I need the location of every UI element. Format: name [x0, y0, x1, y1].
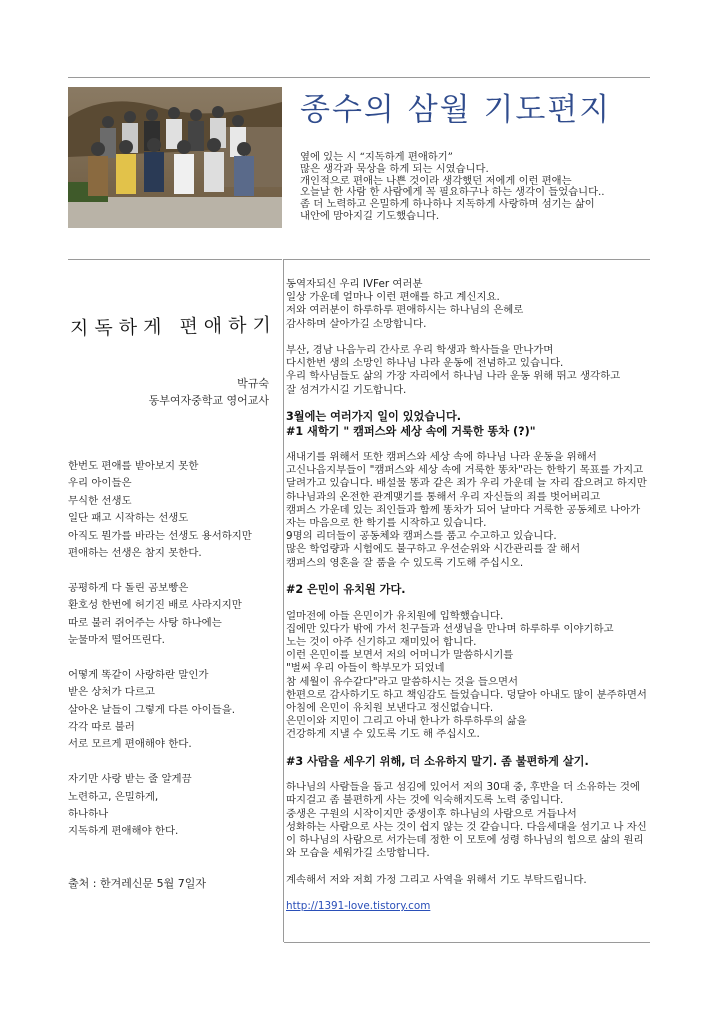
- poem-author: [117, 375, 269, 409]
- poem-stanza: [68, 458, 278, 562]
- letter-line: 집에만 있다가 밖에 가서 친구들과 선생님을 만나며 하루하루 이야기하고: [286, 622, 614, 635]
- letter-line: 은민이와 지민이 그리고 아내 한나가 하루하루의 삶을: [286, 715, 527, 728]
- letter-line: 일상 가운데 얼마나 이런 편애를 하고 계신지요.: [286, 291, 500, 304]
- letter-line: 저와 여러분이 하루하루 편애하시는 하나님의 은혜로: [286, 304, 524, 317]
- letter-line: 고신나음지부들이 "캠퍼스와 세상 속에 거룩한 똥차"라는 한학기 목표를 가지고: [286, 464, 644, 477]
- intro-line: 내안에 맘아지길 기도했습니다.: [300, 209, 440, 222]
- intro-line: 옆에 있는 시 “지독하게 편애하기”: [300, 151, 453, 163]
- letter-body: [286, 278, 656, 913]
- poem-line: 일단 패고 시작하는 선생도: [68, 512, 189, 525]
- poem-line: 환호성 한번에 허기진 배로 사라지지만: [68, 599, 242, 612]
- letter-line: 얼마전에 아들 은민이가 유치원에 입학했습니다.: [286, 609, 504, 622]
- poem-title: 지독하게 편애하기: [69, 314, 278, 340]
- letter-paragraph: [286, 874, 656, 887]
- poem-line: 각각 따로 불러: [68, 721, 135, 734]
- poem-line: 눈물마저 떨어뜨린다.: [68, 634, 165, 647]
- section-heading: [286, 583, 656, 598]
- poem-line: 살아온 날들이 그렇게 다른 아이들을.: [68, 703, 236, 716]
- poem-author-affiliation: 동부여자중학교 영어교사: [148, 394, 269, 407]
- poem-stanza: [68, 580, 278, 650]
- letter-line: 잘 섬겨가시길 기도합니다.: [286, 383, 407, 396]
- poem-line: 우리 아이들은: [68, 477, 132, 490]
- letter-line: 우리 학사님들도 삶의 가장 자리에서 하나님 나라 운동 위해 뛰고 생각하고: [286, 370, 621, 383]
- letter-line: 중생은 구원의 시작이지만 중생이후 하나님의 사람으로 거듭나서: [286, 807, 577, 820]
- letter-line: 캠퍼스 가운데 있는 죄인들과 함께 똥차가 되어 날마다 거룩한 공동체로 나아가: [286, 503, 641, 516]
- intro-line: 개인적으로 편애는 나쁜 것이라 생각했던 저에게 이런 편애는: [300, 174, 572, 187]
- letter-line: 동역자되신 우리 IVFer 여러분: [286, 278, 423, 290]
- letter-line: 건강하게 지낼 수 있도록 기도 해 주십시오.: [286, 728, 480, 741]
- header-divider-left: [68, 259, 282, 260]
- bottom-rule: [284, 942, 650, 943]
- letter-line: 아침에 은민이 유치원 보낸다고 정신없습니다.: [286, 701, 494, 714]
- letter-paragraph: [286, 451, 656, 570]
- letter-line: 와 모습을 세워가길 소망합니다.: [286, 847, 430, 860]
- letter-line: 자는 마음으로 한 학기를 시작하고 있습니다.: [286, 517, 487, 530]
- group-photo: [68, 87, 282, 228]
- letter-paragraph: [286, 781, 656, 860]
- poem-line: 지독하게 편애해야 한다.: [68, 825, 179, 838]
- poem-body: [68, 458, 278, 858]
- poem-line: 무식한 선생도: [68, 494, 132, 507]
- letter-line: 감사하며 살아가길 소망합니다.: [286, 317, 427, 330]
- header-divider-right: [284, 259, 650, 260]
- heading-line: #1 새학기 " 캠퍼스와 세상 속에 거룩한 똥차 (?)": [286, 424, 536, 438]
- letter-paragraph: [286, 344, 656, 397]
- poem-line: 노련하고, 은밀하게,: [68, 790, 159, 803]
- letter-line: 새내기를 위해서 또한 캠퍼스와 세상 속에 하나님 나라 운동을 위해서: [286, 451, 597, 463]
- letter-line: 노는 것이 아주 신기하고 재미있어 합니다.: [286, 635, 477, 648]
- section-heading: [286, 755, 656, 770]
- poem-line: 편애하는 선생은 참지 못한다.: [68, 547, 202, 560]
- letter-line: "벌써 우리 아들이 학부모가 되었네: [286, 662, 445, 675]
- poem-line: 아직도 뭔가를 바라는 선생도 용서하지만: [68, 529, 252, 542]
- letter-line: 달려가고 있습니다. 배설물 똥과 같은 죄가 우리 가운데 늘 자리 잡으려고 하지만: [286, 477, 647, 490]
- poem-line: 한번도 편애를 받아보지 못한: [68, 460, 199, 472]
- heading-line: #3 사람을 세우기 위해, 더 소유하지 말기. 좀 불편하게 살기.: [286, 754, 589, 768]
- poem-line: 따로 불러 쥐어주는 사탕 하나에는: [68, 616, 222, 629]
- intro-line: 오늘날 한 사람 한 사람에게 꼭 필요하구나 하는 생각이 들었습니다..: [300, 186, 605, 199]
- intro-line: 많은 생각과 묵상을 하게 되는 시였습니다.: [300, 162, 489, 175]
- poem-source: 출처 : 한겨레신문 5월 7일자: [68, 877, 206, 890]
- letter-line: 이 하나님의 사람으로 서가는데 정한 이 모토에 성령 하나님의 힘으로 삶의 원리: [286, 834, 644, 847]
- poem-author-name: 박규숙: [237, 377, 269, 390]
- poem-line: 자기만 사랑 받는 줄 알게끔: [68, 773, 192, 786]
- letter-line: 성화하는 사람으로 사는 것이 쉽지 않는 것 같습니다. 다음세대을 섬기고 나 자신: [286, 820, 647, 833]
- heading-line: #2 은민이 유치원 가다.: [286, 583, 406, 597]
- letter-paragraph: [286, 610, 656, 742]
- poem-stanza: [68, 771, 278, 841]
- letter-line: 캠퍼스의 영혼을 잘 품을 수 있도록 기도해 주십시오.: [286, 556, 524, 569]
- page-title: 종수의 삼월 기도편지: [300, 92, 612, 128]
- letter-line: 하나님의 사람들을 돕고 섬김에 있어서 저의 30대 중, 후반을 더 소유하는 것에: [286, 781, 640, 794]
- heading-line: 3월에는 여러가지 일이 있었습니다.: [286, 410, 462, 423]
- column-divider: [283, 259, 284, 942]
- poem-line: 어떻게 똑같이 사랑하란 말인가: [68, 668, 209, 681]
- intro-text: [300, 152, 660, 223]
- poem-line: 받은 상처가 다르고: [68, 686, 155, 699]
- letter-line: 많은 학업량과 시험에도 불구하고 우선순위와 시간관리를 잘 해서: [286, 543, 581, 556]
- letter-line: 한편으로 감사하기도 하고 책임감도 들었습니다. 덩달아 아내도 많이 분주하면서: [286, 688, 647, 701]
- letter-line: 참 세월이 유수같다"라고 말씀하시는 것을 들으면서: [286, 675, 519, 688]
- poem-stanza: [68, 667, 278, 754]
- letter-paragraph: [286, 278, 656, 331]
- blog-link[interactable]: http://1391-love.tistory.com: [286, 900, 431, 913]
- letter-line: 계속해서 저와 저희 가정 그리고 사역을 위해서 기도 부탁드립니다.: [286, 873, 587, 886]
- poem-line: 공평하게 다 돌린 곰보빵은: [68, 581, 189, 594]
- letter-line: 따지걸고 좀 불편하게 사는 것에 익숙해지도록 노력 중입니다.: [286, 794, 564, 807]
- letter-line: 하나님과의 온전한 관계맺기를 통해서 우리 자신들의 죄를 벗어버리고: [286, 490, 601, 503]
- top-rule: [68, 77, 650, 78]
- intro-line: 좀 더 노력하고 은밀하게 하나하나 지독하게 사랑하며 섬기는 삶이: [300, 198, 595, 211]
- poem-line: 하나하나: [68, 808, 109, 821]
- letter-line: 부산, 경남 나음누리 간사로 우리 학생과 학사들을 만나가며: [286, 344, 554, 356]
- section-heading: [286, 410, 656, 439]
- letter-line: 9명의 리더들이 공동체와 캠퍼스를 품고 수고하고 있습니다.: [286, 530, 557, 543]
- letter-line: 이런 은민이를 보면서 저의 어머니가 말씀하시기를: [286, 649, 514, 662]
- poem-line: 서로 모르게 편애해야 한다.: [68, 738, 192, 751]
- letter-line: 다시한번 생의 소망인 하나님 나라 운동에 전념하고 있습니다.: [286, 357, 564, 370]
